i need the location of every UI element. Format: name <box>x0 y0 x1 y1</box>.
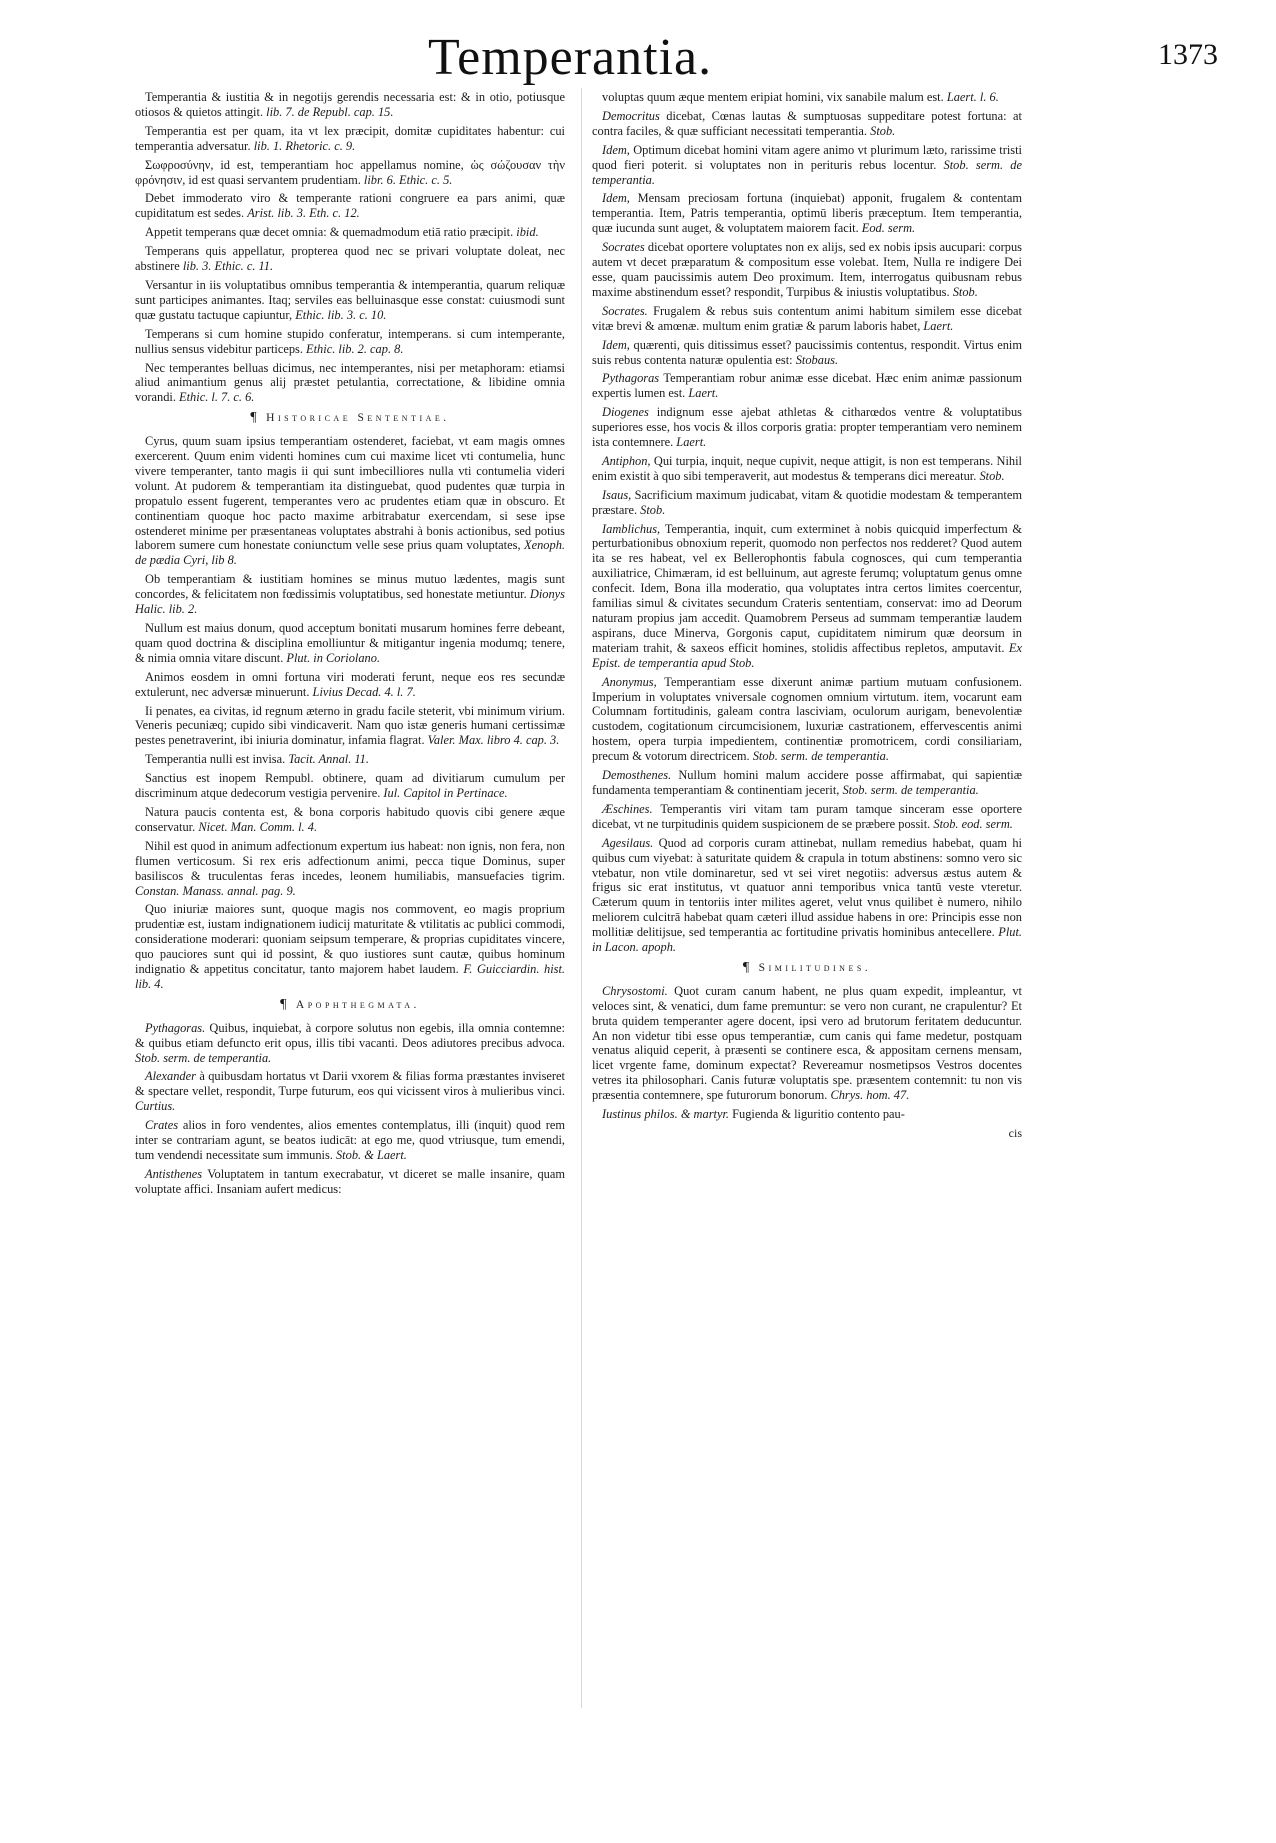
text-entry <box>135 704 565 749</box>
entry-text: Qui turpia, inquit, neque cupivit, neque attigit, is non est temperans. Nihil enim existit à quo sibi temperaverit, aut modestus & temperans dici mereatur. <box>592 453 1022 483</box>
entry-lead: Crates <box>145 1118 183 1133</box>
entry-text: à quibusdam hortatus vt Darii vxorem & filias forma præstantes inviseret & spectare vellet, respondit, Turpe futurum, eos qui vicissent viros à mulieribus vinci. <box>135 1069 565 1099</box>
entry-source: Stob. <box>979 468 1005 483</box>
entry-text: Natura paucis contenta est, & bona corporis habitudo quovis cibi genere æque conservatur. <box>135 804 565 834</box>
entry-text: Temperantia, inquit, cum exterminet à nobis quicquid imperfectum & perturbationibus obnoxium reperit, quomodo non perfectos nos redderet? Quod autem ita se res habeat, vel ex Bellerophontis fabula cognosces, qui cum temperantia auxiliatrice, Chimæram, id est belluinum, aut agreste ferumq; voluptatum genus omne confecit. Idem, Bona illa moderatio, qua voluptates intra certos limites coercentur, familias simul & civitates secundum Crateris sententiam, conservat: imo ad Deorum naturam propius jam accedit. Quamobrem Perseus ad summam temperantiæ laudem aspirans, duce Minerva, Gorgonis caput, cupiditatem nimirum quæ deorsum in materiam trahit, & saxeos efficit homines, stolidis affectibus repletos, amputavit. <box>592 521 1022 655</box>
entry-source: Livius Decad. 4. l. 7. <box>312 684 416 699</box>
pilcrow-icon: ¶ <box>280 996 290 1012</box>
section-heading-historicae <box>135 411 565 426</box>
text-entry <box>592 371 1022 401</box>
text-entry <box>135 752 565 767</box>
text-entry <box>592 90 1022 105</box>
entry-source: Stob. & Laert. <box>335 1148 407 1162</box>
column-divider <box>581 88 582 1708</box>
pilcrow-icon: ¶ <box>742 959 753 975</box>
entry-source: lib. 1. Rhetoric. c. 9. <box>253 138 356 153</box>
text-entry <box>592 984 1022 1103</box>
page-number: 1373 <box>1158 38 1218 71</box>
text-entry <box>135 158 565 188</box>
entry-source: Stob. <box>640 502 666 517</box>
entries-b <box>592 984 1022 1122</box>
entry-text: Optimum dicebat homini vitam agere animo vt plurimum læto, rarissime tristi quod fieri poterit. si voluptates non in perituris rebus locentur. <box>592 142 1022 172</box>
page-header <box>0 28 1276 84</box>
entry-text: Animos eosdem in omni fortuna viri moderati ferunt, neque eos res secundæ extulerunt, nec adversæ minuerunt. <box>135 669 565 699</box>
entry-text: Nec temperantes belluas dicimus, nec intemperantes, nisi per metaphoram: etiamsi aliud animantium genus alij præstet petulantia, correctatione, & libidine omnia vorandi. <box>135 360 565 405</box>
text-entry <box>592 109 1022 139</box>
entry-source: libr. 6. Ethic. c. 5. <box>363 172 453 187</box>
text-entry <box>135 902 565 991</box>
entry-text: Voluptatem in tantum execrabatur, vt diceret se malle insanire, quam voluptate affici. Insaniam aufert medicus: <box>135 1166 565 1196</box>
entry-text: Frugalem & rebus suis contentum animi habitum similem esse dicebat vitæ brevi & amœnæ. multum enim gratiæ & parum laboris habet, <box>592 303 1022 333</box>
entry-lead: Antiphon, <box>602 453 654 468</box>
section-heading-similitudines <box>592 961 1022 976</box>
entry-source: Tacit. Annal. 11. <box>288 752 369 767</box>
text-entry <box>135 225 565 240</box>
entry-text: Sanctius est inopem Rempubl. obtinere, quam ad divitiarum cumulum per discriminum atque dedecorum vestigia pervenire. <box>135 771 565 801</box>
section-heading-text: Similitudines. <box>758 961 872 974</box>
text-entry <box>135 1069 565 1114</box>
entry-text: Mensam preciosam fortuna (inquiebat) apponit, frugalem & contentam temperantia. Item, Patris temperantia, optimū liberis præceptum. Item temperantia, quæ iucunda sunt auget, & voluptatem maiorem facit. <box>592 191 1022 236</box>
text-entry <box>592 768 1022 798</box>
entry-text: dicebat oportere voluptates non ex alijs, sed ex nobis ipsis aucupari: corpus autem vt decet præparatum & compositum esse volebat. Item, Nulla re indigere Dei esse, quam paucissimis autem Deo proximum. Item, interrogatus quibusnam rebus maxime abstinendum esset? respondit, Turpibus & iniustis voluptatibus. <box>592 240 1022 299</box>
text-entry <box>135 805 565 835</box>
entry-text: Appetit temperans quæ decet omnia: & quemadmodum etiā ratio præcipit. <box>145 225 517 240</box>
entry-source: Laert. l. 6. <box>946 90 999 104</box>
entry-source: Constan. Manass. annal. pag. 9. <box>135 883 296 898</box>
entry-lead: Chrysostomi. <box>602 983 675 998</box>
entry-text: Temperans quis appellatur, propterea quod nec se privari voluptate doleat, nec abstinere <box>135 244 565 274</box>
text-entry <box>592 675 1022 764</box>
catchword: cis <box>1008 1126 1022 1140</box>
text-entry <box>592 304 1022 334</box>
entry-lead: Pythagoras. <box>145 1020 210 1035</box>
entry-source: Laert. <box>688 386 719 401</box>
entry-text: Debet immoderato viro & temperante rationi congruere ea pars animi, quæ cupiditatum est sedes. <box>135 191 565 221</box>
entry-text: Temperantiam esse dixerunt animæ partium mutuam confusionem. Imperium in voluptates vniversale cognomen omnium virtutum. item, vocarunt eam Columnam fortitudinis, galeam contra lasciviam, oculorum aurigam, benevolentiæ custodem, cogitationum circumcisionem, luxuriæ castrationem, effervescentis animi hostem, opera turpia impedientem, continentiæ promotricem, cordi consiliariam, precum & votorum directricem. <box>592 674 1022 764</box>
text-entry <box>135 572 565 617</box>
entries-b <box>135 434 565 992</box>
right-column <box>592 90 1022 1830</box>
entry-lead: Socrates. <box>602 303 654 318</box>
entries-a <box>135 90 565 405</box>
section-heading-text: Historicae Sententiae. <box>266 412 450 425</box>
entry-lead: Agesilaus. <box>602 835 659 850</box>
entry-source: Plut. in Coriolano. <box>286 650 381 665</box>
entry-source: Stob. serm. de temperantia. <box>592 157 1022 187</box>
entry-source: F. Guicciardin. hist. lib. 4. <box>135 962 565 991</box>
entry-text: Temperantia & iustitia & in negotijs gerendis necessaria est: & in otio, potiusque otiosos & quietos attingit. <box>135 90 565 119</box>
entry-text: Versantur in iis voluptatibus omnibus temperantia & intemperantia, quarum reliquæ sunt participes animantes. Itaq; serviles eas belluinasque esse constat: cuiusmodi sunt quæ gustatu tactuque capiuntur, <box>135 277 565 322</box>
entries-a <box>592 90 1022 955</box>
entry-lead: Æschines. <box>602 801 661 816</box>
entry-source: Ethic. lib. 3. c. 10. <box>295 307 387 322</box>
entry-lead: Diogenes <box>602 405 657 420</box>
entry-lead: Socrates <box>602 240 648 255</box>
entry-source: ibid. <box>516 225 539 240</box>
entry-lead: Iustinus philos. & martyr. <box>602 1107 733 1122</box>
entry-lead: Demosthenes. <box>602 768 679 783</box>
entries-c <box>135 1021 565 1197</box>
text-entry <box>592 338 1022 368</box>
entry-text: Temperans si cum homine stupido conferatur, intemperans. si cum intemperante, nullius sensus videbitur particeps. <box>135 326 565 356</box>
entry-text: Ob temperantiam & iustitiam homines se minus mutuo lædentes, magis sunt concordes, & felicitatem non fœdissimis voluptatibus, sed honestate metiuntur. <box>135 572 565 602</box>
text-entry <box>135 771 565 801</box>
text-entry <box>592 488 1022 518</box>
entry-lead: Iamblichus, <box>602 521 665 536</box>
text-entry <box>592 405 1022 450</box>
text-entry <box>135 434 565 568</box>
entry-lead: Democritus <box>602 108 667 123</box>
entry-lead: Idem, <box>602 191 638 206</box>
text-entry <box>135 670 565 700</box>
entry-source: Ex Epist. de temperantia apud Stob. <box>592 640 1022 670</box>
entry-lead: Idem, <box>602 142 634 157</box>
entry-source: Eod. serm. <box>861 221 916 236</box>
entry-source: Stob. serm. de temperantia. <box>135 1050 272 1065</box>
entry-source: Stob. serm. de temperantia. <box>752 749 889 764</box>
text-entry <box>592 143 1022 188</box>
entry-source: Stob. <box>870 123 896 138</box>
entry-source: Chrys. hom. 47. <box>830 1088 910 1103</box>
entry-source: Nicet. Man. Comm. l. 4. <box>198 819 318 834</box>
text-entry <box>135 361 565 406</box>
entry-text: Temperantiam robur animæ esse dicebat. Hæc enim animæ passionum expertis lumen est. <box>592 371 1022 401</box>
entry-text: Nihil est quod in animum adfectionum expertum ius habeat: non ignis, non fera, non flumen verticosum. Si rex eris adfectionum animi, pecca tique Dominus, super basiliscos & truculentas feras incedes, leonem humiliabis, mansuefacies tigrim. <box>135 838 565 883</box>
entry-lead: Pythagoras <box>602 371 664 386</box>
text-entry <box>135 90 565 120</box>
text-entry <box>135 1021 565 1066</box>
entry-text: alios in foro vendentes, alios ementes contemplatus, illi (inquit) quod rem inter se contrariam agunt, se beatos iudicāt: at ego me, quod vtriusque, tum emendi, tum vendendi necessitate sum immunis. <box>135 1118 565 1162</box>
section-heading-text: Apophthegmata. <box>295 998 420 1011</box>
entry-text: Quo iniuriæ maiores sunt, quoque magis nos commovent, eo magis proprium prudentiæ est, iustam indignationem iudicij maturitate & vtilitatis ac publici commodi, consideratione moderari: quoniam seipsum temperare, & proprias cupiditates vincere, quo pauciores sunt qui id possint, & quo iustiores sunt cautæ, quibus hominum indignatio & appetitus concitatur, tanto majorem habet laudem. <box>135 902 565 977</box>
text-entry <box>592 802 1022 832</box>
entry-source: Stob. serm. de temperantia. <box>842 782 979 797</box>
entry-text: indignum esse ajebat athletas & citharœdos ventre & voluptatibus superiores esse, hos vocis & illos corporis gratia: propter temperantiam vero neminem ista contemnere. <box>592 405 1022 450</box>
entry-text: Ii penates, ea civitas, id regnum æterno in gradu facile steterit, vbi minimum virium. Veneris pecuniæq; cupido sibi vindicaverit. Nam quo istæ generis humani certissimæ pestes penetraverint, ibi iniuria dominatur, infamia flagrat. <box>135 703 565 748</box>
entry-source: Laert. <box>923 318 954 333</box>
text-entry <box>592 1107 1022 1122</box>
entry-source: Stob. eod. serm. <box>933 816 1013 831</box>
entry-source: Xenoph. de pædia Cyri, lib 8. <box>135 538 565 568</box>
left-column <box>135 90 565 1830</box>
text-entry <box>592 240 1022 300</box>
text-entry <box>592 191 1022 236</box>
text-entry <box>135 1167 565 1197</box>
entry-source: Ethic. l. 7. c. 6. <box>179 390 255 405</box>
entry-source: Laert. <box>676 435 707 450</box>
pilcrow-icon: ¶ <box>250 410 261 426</box>
entry-source: Plut. in Lacon. apoph. <box>592 925 1022 955</box>
entry-text: Nullum homini malum accidere posse affirmabat, qui sapientiæ fundamenta temperantiam & continentiam jecerit, <box>592 768 1022 797</box>
entry-text: Quibus, inquiebat, à corpore solutus non egebis, illa omnia contemne: & quibus etiam defuncto erit opus, illis tibi vacanti. Deos adiutores precibus advoca. <box>135 1020 565 1050</box>
entry-text: Fugienda & liguritio contento pau- <box>732 1107 905 1122</box>
text-entry <box>592 454 1022 484</box>
text-entry <box>592 836 1022 955</box>
entry-source: Stob. <box>952 284 978 299</box>
entry-text: Temperantia nulli est invisa. <box>145 752 289 767</box>
text-entry <box>135 839 565 899</box>
section-heading-apophthegmata <box>135 998 565 1013</box>
entry-source: Valer. Max. libro 4. cap. 3. <box>427 733 560 748</box>
entry-text: Quot curam canum habent, ne plus quam expedit, impleantur, vt veloces sint, & venatici, dum fame premuntur: se vero non curant, ne crapulentur? Et bruta quidem temperanter agere docent, ipsi vero ad brutorum feritatem deducuntur. An non videtur tibi esse opus temperantiæ, cum canis qui fame medetur, postquam venatus aliquid ceperit, à præsenti se continere esca, & appositam cernens mensam, licet vrgente fame, dominum expectat? Revereamur nosmetipsos Vestros docentes vetres ita philosophari. Canis futuræ voluptatis spe. præsentem contemnit: tu non vis præsentia contemnere, spe futurorum bonorum. <box>592 983 1022 1103</box>
entry-lead: Antisthenes <box>145 1166 208 1181</box>
entry-source: Arist. lib. 3. Eth. c. 12. <box>247 206 360 221</box>
text-entry <box>135 191 565 221</box>
entry-lead: Idem, <box>602 337 634 352</box>
entry-text: Nullum est maius donum, quod acceptum bonitati musarum homines ferre debeant, quam quod doctrina & disciplina emolliuntur & mitigantur ingenia modumq; tenere, & nimia omnia vitare discunt. <box>135 621 565 665</box>
running-title: Temperantia. <box>428 29 713 86</box>
entry-source: Ethic. lib. 2. cap. 8. <box>306 341 404 356</box>
entry-text: voluptas quum æque mentem eripiat homini, vix sanabile malum est. <box>602 90 947 104</box>
entry-text: Quod ad corporis curam attinebat, nullam remedius habebat, quam hi quibus cum viyebat: à saturitate quidem & crapula in totum abstinens: somno vero sic vtebatur, non vtile dominaretur, sed vt sei viret negotiis: adversus æstus autem & frigus sic erat institutus, vt quatuor anni temporibus vnica tantū veste vteretur. Cæterum quum in tentoriis inter milites ageret, velut vnus quilibet è numero, nihilo meliorem culcitrā habebat quam cæteri illud assidue habens in ore: Principis esse non mollitiæ delitijsue, sed temperantia ac fortitudine privatis hominibus antecellere. <box>592 835 1022 940</box>
entry-source: Iul. Capitol in Pertinace. <box>383 786 508 801</box>
entry-source: Curtius. <box>135 1099 176 1114</box>
entry-text: Σωφροσύνην, id est, temperantiam hoc appellamus nomine, ὡς σώζουσαν τὴν φρόνησιν, id est quasi servantem prudentiam. <box>135 157 565 187</box>
entry-lead: Isaus, <box>602 487 635 502</box>
entry-text: Temperantia est per quam, ita vt lex præcipit, domitæ cupiditates habentur: cui temperantia adversatur. <box>135 123 565 153</box>
entry-text: Temperantis viri vitam tam puram tamque sinceram esse oportere dicebat, vt ne turpitudinis quidem suspicionem de se præbere possit. <box>592 801 1022 831</box>
text-entry <box>592 522 1022 671</box>
text-entry <box>135 124 565 154</box>
entry-text: Sacrificium maximum judicabat, vitam & quotidie modestam & temperantem præstare. <box>592 487 1022 517</box>
entry-source: Stobaus. <box>795 352 839 367</box>
entry-text: dicebat, Cœnas lautas & sumptuosas suppeditare potest fortuna: at contra faciles, & quæ sufficiant necessitati temperantia. <box>592 108 1022 138</box>
entry-source: lib. 3. Ethic. c. 11. <box>182 259 274 274</box>
entry-text: Cyrus, quum suam ipsius temperantiam ostenderet, faciebat, vt eam magis omnes exercerent. Quum enim videnti homines cum cui maxime licet vti contumelia, hunc vivere temperanter, tanto magis ii qui sunt imbecilliores nulla vti contumelia videri volunt. At pudorem & temperantiam ita distinguebat, quod pudentes quæ turpia in propatulo essent fugerent, temperantes vero ac prudentes etiam quæ in obscuro. Et continentiam quoque hoc pacto maxime arbitrabatur exercendam, si sese ipse ostenderet minime per præsentaneas voluptates abstrahi à bonis actionibus, sed potius laborem sumere cum honestate coniunctum velle sese prius quam voluptates, <box>135 434 565 553</box>
text-entry <box>135 621 565 666</box>
entry-source: lib. 7. de Republ. cap. 15. <box>266 104 394 119</box>
text-entry <box>135 278 565 323</box>
entry-text: quærenti, quis ditissimus esset? paucissimis contentus, respondit. Virtus enim suis rebus contenta naturæ opulentia est: <box>592 337 1022 367</box>
text-entry <box>135 244 565 274</box>
entry-lead: Anonymus, <box>602 674 665 689</box>
entry-lead: Alexander <box>145 1069 200 1084</box>
text-entry <box>135 327 565 357</box>
entry-source: Dionys Halic. lib. 2. <box>135 587 565 617</box>
text-entry <box>135 1118 565 1163</box>
